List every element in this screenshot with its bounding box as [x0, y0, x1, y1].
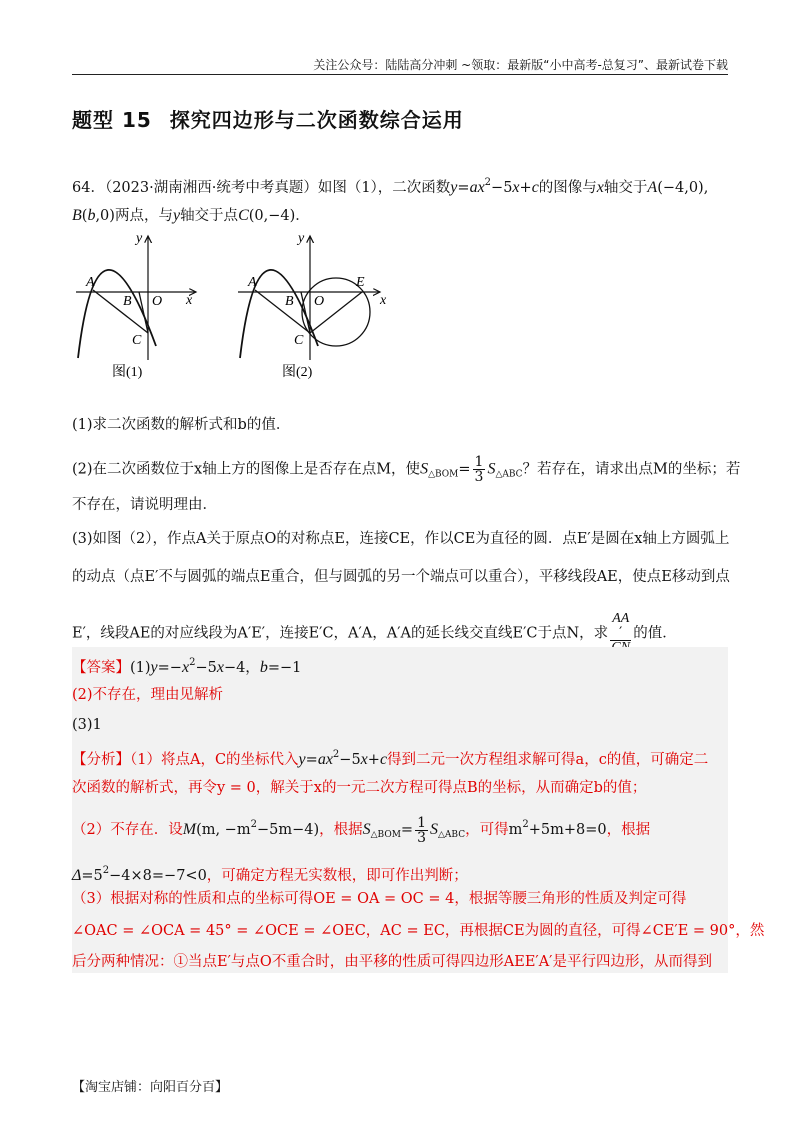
point-b-label: B: [285, 294, 294, 309]
point-c-label: C: [132, 333, 142, 348]
answer-line-3: (3)1: [72, 717, 102, 733]
point-b-label: B: [123, 294, 132, 309]
point-a-label: A: [86, 275, 95, 290]
y-axis-label: y: [136, 231, 143, 246]
point-c-label: C: [294, 333, 304, 348]
figure-1-caption: 图(1): [112, 365, 143, 380]
page-footer: 【淘宝店铺：向阳百分百】: [72, 1080, 229, 1095]
analysis-line-1: 【分析】（1）将点A，C的坐标代入$y=ax^2-5x+c$得到二元一次方程组求解可得a，c的值，可确定二: [72, 749, 709, 768]
answer-line-1: 【答案】$(1)y=-x^2-5x-4$，b=−1: [72, 657, 302, 676]
figure-graphs: [68, 228, 398, 384]
section-title: [72, 104, 464, 133]
problem-line-2: B(b,0)两点，与y轴交于点C(0,−4)．: [72, 207, 310, 224]
figure-2: [238, 231, 387, 380]
page-header: 关注公众号：陆陆高分冲刺 ~领取：最新版“小中高考-总复习”、最新试卷下载: [313, 58, 728, 72]
analysis-line-3: （2）不存在．设M(m, $-m^2-5m-4$)，根据$S_{\triangle BOM}=$ $\frac{1}{3}$ $S_{\triangle ABC}$，可得$m^2+5m+8=0$，根据: [72, 814, 651, 846]
analysis-line-7: 后分两种情况：①当点E′与点O不重合时，由平移的性质可得四边形AEE′A′是平行四边形，从而得到: [72, 954, 712, 970]
question-1: (1)求二次函数的解析式和b的值．: [72, 417, 291, 433]
question-3-line-2: 的动点（点E′不与圆弧的端点E重合，但与圆弧的另一个端点可以重合），平移线段AE，使点E移动到点: [72, 569, 730, 585]
y-axis-label: y: [298, 231, 305, 246]
x-axis-label: x: [186, 293, 193, 308]
x-axis-label: x: [380, 293, 387, 308]
origin-label: O: [314, 294, 325, 309]
analysis-line-4: $\Delta=5^2-4\times 8=-7<0$，可确定方程无实数根，即可作出判断；: [72, 865, 468, 884]
problem-line-1: 64．（2023·湖南湘西·统考中考真题）如图（1），二次函数$y=ax^2-5x+c$的图像与x轴交于A(−4,0),: [72, 177, 709, 196]
question-2-line-1: (2)在二次函数位于x轴上方的图像上是否存在点M，使$S_{\triangle BOM}=$ $\frac{1}{3}$ $S_{\triangle ABC}$？若存在，请求出点M的坐标；若: [72, 454, 741, 485]
origin-label: O: [152, 294, 163, 309]
question-3-line-1: (3)如图（2），作点A关于原点O的对称点E，连接CE，作以CE为直径的圆．点E′是圆在x轴上方圆弧上: [72, 531, 730, 547]
analysis-line-6: ∠OAC = ∠OCA = 45° = ∠OCE = ∠OEC，AC = EC，再根据CE为圆的直径，可得∠CE′E = 90°，然: [72, 923, 765, 939]
analysis-line-2: 次函数的解析式，再令y = 0，解关于x的一元二次方程可得点B的坐标，从而确定b的值；: [72, 780, 647, 796]
figure-2-caption: 图(2): [282, 365, 313, 380]
point-e-label: E: [356, 275, 365, 290]
question-2-line-2: 不存在，请说明理由．: [72, 497, 217, 513]
header-divider: [72, 74, 728, 75]
question-3-line-3: E′，线段AE的对应线段为A′E′，连接E′C，A′A，A′A的延长线交直线E′C于点N，求 AA ′ 的值．: [72, 611, 677, 642]
point-a-label: A: [248, 275, 257, 290]
figure-1: [76, 231, 196, 380]
title-label: 题型 15: [72, 108, 152, 132]
title-text: 探究四边形与二次函数综合运用: [169, 108, 464, 132]
analysis-line-5: （3）根据对称的性质和点的坐标可得OE = OA = OC = 4，根据等腰三角形的性质及判定可得: [72, 891, 687, 907]
answer-line-2: (2)不存在，理由见解析: [72, 687, 224, 703]
